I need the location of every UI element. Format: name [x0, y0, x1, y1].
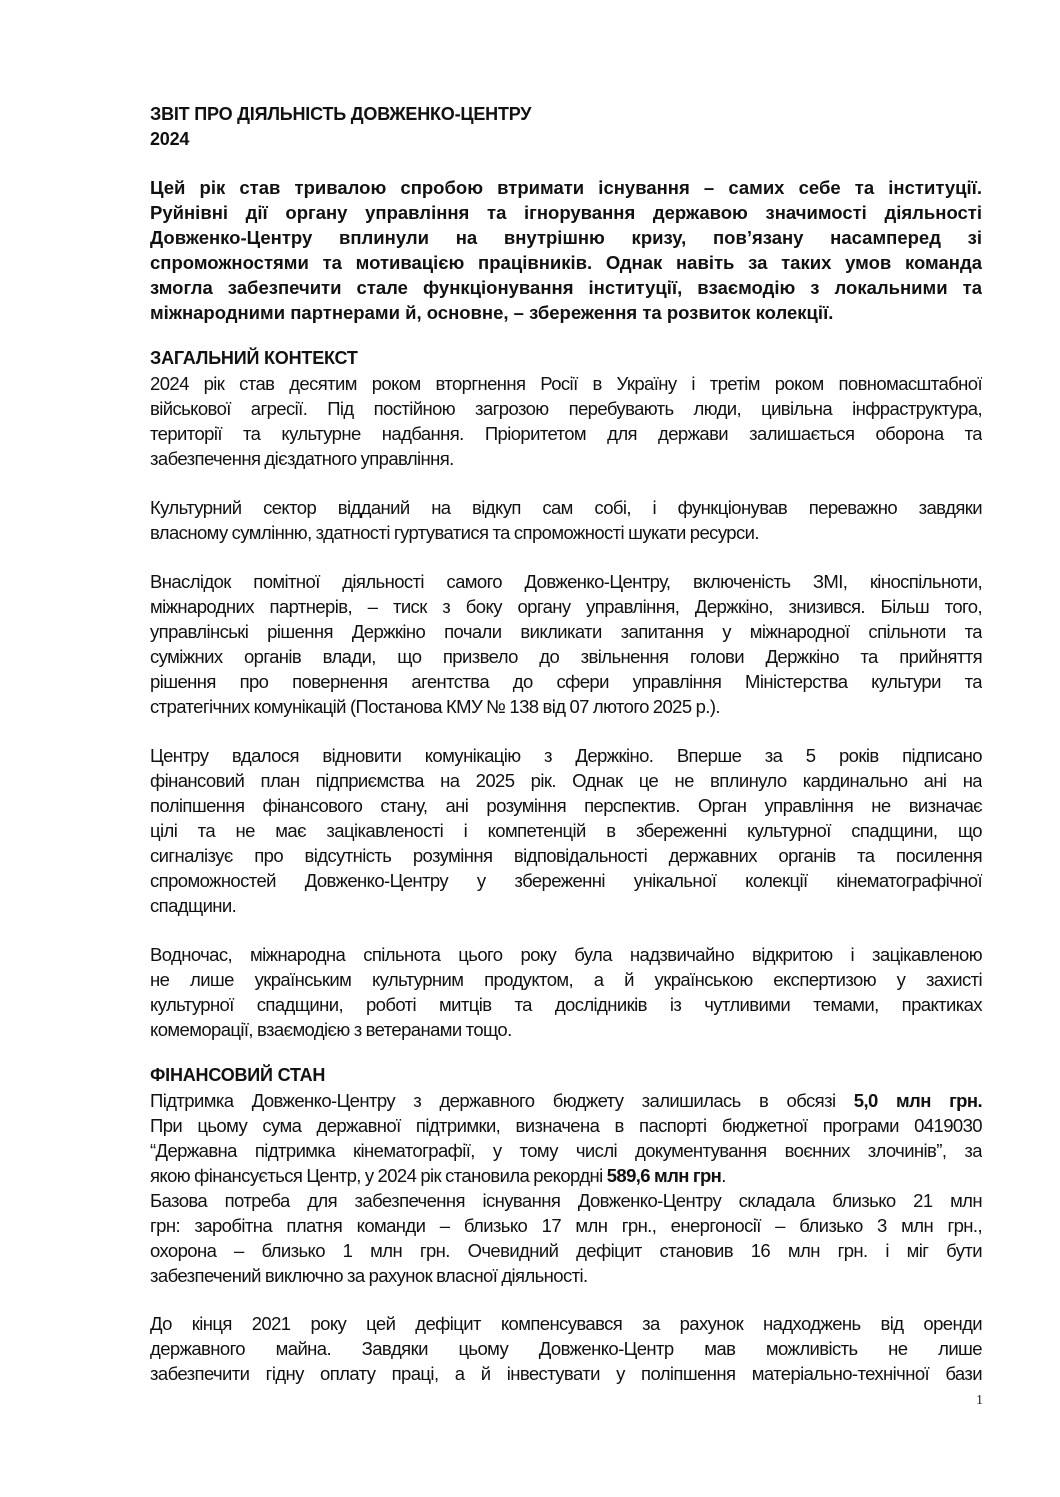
body-line: “Державна підтримка кінематографії, у тому числі документування воєнних злочинів”, за: [150, 1140, 982, 1161]
body-line: стратегічних комунікацій (Постанова КМУ № 138 від 07 лютого 2025 р.).: [150, 696, 720, 717]
body-line: державного майна. Завдяки цьому Довженко-Центр мав можливість не лише: [150, 1338, 982, 1359]
body-line: Внаслідок помітної діяльності самого Довженко-Центру, включеність ЗМІ, кіноспільноти,: [150, 571, 982, 592]
intro-line: Цей рік став тривалою спробою втримати існування – самих себе та інституції.: [150, 177, 982, 198]
body-line: поліпшення фінансового стану, ані розуміння перспектив. Орган управління не визначає: [150, 795, 982, 816]
budget-amount: 5,0 млн грн.: [853, 1090, 982, 1111]
body-line: не лише українським культурним продуктом, а й українською експертизою у захисті: [150, 969, 982, 990]
report-title: ЗВІТ ПРО ДІЯЛЬНІСТЬ ДОВЖЕНКО-ЦЕНТРУ: [150, 104, 532, 124]
body-line: власному сумлінню, здатності гуртуватися та спроможності шукати ресурси.: [150, 522, 759, 543]
program-amount: 589,6 млн грн: [606, 1165, 722, 1186]
section-heading-general-context: ЗАГАЛЬНИЙ КОНТЕКСТ: [150, 348, 358, 368]
intro-line: Руйнівні дії органу управління та ігнорування державою значимості діяльності: [150, 202, 982, 223]
body-line: цілі та не має зацікавленості і компетенцій в збереженні культурної спадщини, що: [150, 820, 982, 841]
body-line: забезпечення дієздатного управління.: [150, 448, 454, 469]
body-line: Центру вдалося відновити комунікацію з Держкіно. Вперше за 5 років підписано: [150, 745, 982, 766]
body-line: Водночас, міжнародна спільнота цього року була надзвичайно відкритою і зацікавленою: [150, 944, 982, 965]
body-line: [150, 1088, 982, 1113]
intro-line: спроможностями та мотивацією працівників. Однак навіть за таких умов команда: [150, 252, 982, 273]
body-line: рішення про повернення агентства до сфери управління Міністерства культури та: [150, 671, 982, 692]
body-line: [150, 1163, 726, 1188]
body-text: .: [721, 1165, 726, 1186]
intro-line: Довженко-Центру вплинули на внутрішню кризу, пов’язану насамперед зі: [150, 227, 982, 248]
body-line: сигналізує про відсутність розуміння відповідальності державних органів та посилення: [150, 845, 982, 866]
body-line: управлінські рішення Держкіно почали викликати запитання у міжнародної спільноти та: [150, 621, 982, 642]
body-line: спроможностей Довженко-Центру у збереженні унікальної колекції кінематографічної: [150, 870, 982, 891]
body-line: комеморації, взаємодією з ветеранами тощо.: [150, 1019, 512, 1040]
body-line: міжнародних партнерів, – тиск з боку органу управління, Держкіно, знизився. Більш того,: [150, 596, 982, 617]
body-line: забезпечений виключно за рахунок власної діяльності.: [150, 1265, 588, 1286]
body-line: культурної спадщини, роботі митців та дослідників із чутливими темами, практиках: [150, 994, 982, 1015]
body-line: 2024 рік став десятим роком вторгнення Росії в Україну і третім роком повномасштабної: [150, 373, 982, 394]
body-text: якою фінансується Центр, у 2024 рік становила рекордні: [150, 1165, 607, 1186]
body-line: суміжних органів влади, що призвело до звільнення голови Держкіно та прийняття: [150, 646, 982, 667]
body-line: Базова потреба для забезпечення існування Довженко-Центру складала близько 21 млн: [150, 1190, 982, 1211]
body-line: грн: заробітна платня команди – близько 17 млн грн., енергоносії – близько 3 млн грн.,: [150, 1215, 982, 1236]
section-heading-financial-state: ФІНАНСОВИЙ СТАН: [150, 1065, 326, 1085]
body-line: фінансовий план підприємства на 2025 рік. Однак це не вплинуло кардинально ані на: [150, 770, 982, 791]
body-line: Культурний сектор відданий на відкуп сам собі, і функціонував переважно завдяки: [150, 497, 982, 518]
intro-line: міжнародними партнерами й, основне, – збереження та розвиток колекції.: [150, 302, 834, 323]
intro-line: змогла забезпечити стале функціонування інституції, взаємодію з локальними та: [150, 277, 982, 298]
body-line: території та культурне надбання. Пріоритетом для держави залишається оборона та: [150, 423, 982, 444]
body-line: спадщини.: [150, 895, 237, 916]
body-line: забезпечити гідну оплату праці, а й інвестувати у поліпшення матеріально-технічної бази: [150, 1363, 982, 1384]
body-text: Підтримка Довженко-Центру з державного бюджету залишилась в обсязі: [150, 1090, 854, 1111]
report-year: 2024: [150, 129, 190, 149]
page-number: 1: [976, 1393, 983, 1408]
body-line: охорона – близько 1 млн грн. Очевидний дефіцит становив 16 млн грн. і міг бути: [150, 1240, 982, 1261]
body-line: До кінця 2021 року цей дефіцит компенсувався за рахунок надходжень від оренди: [150, 1313, 982, 1334]
body-line: військової агресії. Під постійною загрозою перебувають люди, цивільна інфраструктура,: [150, 398, 982, 419]
body-line: При цьому сума державної підтримки, визначена в паспорті бюджетної програми 0419030: [150, 1115, 982, 1136]
